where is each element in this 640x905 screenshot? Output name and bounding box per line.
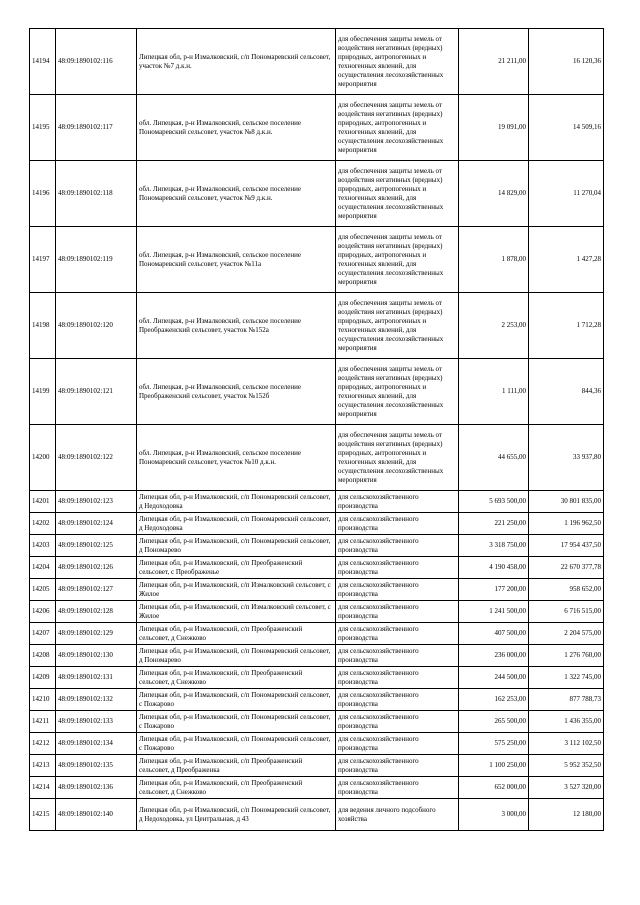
table-row [30,667,604,689]
cadastral-number: 48:09:1890102:119 [56,227,137,293]
cadastral-number: 48:09:1890102:133 [56,711,137,733]
table-row [30,29,604,95]
cadastral-number: 48:09:1890102:125 [56,535,137,557]
area-value: 177 200,00 [459,579,529,601]
cadastral-value: 1 196 962,50 [529,513,604,535]
cadastral-value: 14 509,16 [529,95,604,161]
cadastral-number: 48:09:1890102:122 [56,425,137,491]
cadastral-value: 1 322 745,00 [529,667,604,689]
cadastral-value: 1 427,28 [529,227,604,293]
cadastral-number: 48:09:1890102:128 [56,601,137,623]
permitted-use: для сельскохозяйственного производства [336,601,459,623]
address-cell: Липецкая обл, р-н Измалковский, с/п Пономаревский сельсовет, д Недоходовка [137,513,336,535]
permitted-use: для сельскохозяйственного производства [336,535,459,557]
address-cell: Липецкая обл, р-н Измалковский, с/п Пономаревский сельсовет, с Пожарово [137,711,336,733]
permitted-use: для сельскохозяйственного производства [336,689,459,711]
cadastral-value: 17 954 437,50 [529,535,604,557]
permitted-use: для сельскохозяйственного производства [336,733,459,755]
row-number: 14195 [30,95,56,161]
cadastral-value: 1 712,28 [529,293,604,359]
area-value: 162 253,00 [459,689,529,711]
row-number: 14194 [30,29,56,95]
address-cell: Липецкая обл, р-н Измалковский, с/п Пономаревский сельсовет, д Недоходовка, ул Центральная, д 43 [137,799,336,831]
area-value: 4 190 458,00 [459,557,529,579]
cadastral-value: 12 180,00 [529,799,604,831]
permitted-use: для сельскохозяйственного производства [336,579,459,601]
area-value: 2 253,00 [459,293,529,359]
cadastral-number: 48:09:1890102:134 [56,733,137,755]
cadastral-value: 2 204 575,00 [529,623,604,645]
area-value: 1 241 500,00 [459,601,529,623]
table-row [30,491,604,513]
cadastral-number: 48:09:1890102:130 [56,645,137,667]
cadastral-value: 877 788,73 [529,689,604,711]
address-cell: Липецкая обл, р-н Измалковский, с/п Пономаревский сельсовет, д Пономарево [137,645,336,667]
table-row [30,161,604,227]
address-cell: Липецкая обл, р-н Измалковский, с/п Пономаревский сельсовет, д Недоходовка [137,491,336,513]
table-row [30,689,604,711]
area-value: 652 000,00 [459,777,529,799]
area-value: 44 655,00 [459,425,529,491]
row-number: 14200 [30,425,56,491]
row-number: 14214 [30,777,56,799]
permitted-use: для сельскохозяйственного производства [336,755,459,777]
area-value: 21 211,00 [459,29,529,95]
permitted-use: для обеспечения защиты земель от воздействия негативных (вредных) природных, антропогенных и техногенных явлений, для осуществления лесохозяйственных мероприятия [336,95,459,161]
cadastral-value: 16 120,36 [529,29,604,95]
cadastral-number: 48:09:1890102:135 [56,755,137,777]
cadastral-value: 3 527 320,00 [529,777,604,799]
cadastral-number: 48:09:1890102:126 [56,557,137,579]
address-cell: обл. Липецкая, р-н Измалковский, сельское поселение Пономаревский сельсовет, участок №8 д.к.н. [137,95,336,161]
row-number: 14206 [30,601,56,623]
table-row [30,359,604,425]
area-value: 236 000,00 [459,645,529,667]
address-cell: Липецкая обл, р-н Измалковский, с/п Измалковский сельсовет, с Жилое [137,601,336,623]
permitted-use: для сельскохозяйственного производства [336,645,459,667]
area-value: 1 111,00 [459,359,529,425]
cadastral-number: 48:09:1890102:131 [56,667,137,689]
table-row [30,645,604,667]
cadastral-value: 958 652,00 [529,579,604,601]
row-number: 14197 [30,227,56,293]
area-value: 3 000,00 [459,799,529,831]
table-row [30,733,604,755]
table-row [30,601,604,623]
row-number: 14213 [30,755,56,777]
row-number: 14207 [30,623,56,645]
address-cell: Липецкая обл, р-н Измалковский, с/п Пономаревский сельсовет, д Пономарево [137,535,336,557]
cadastral-number: 48:09:1890102:123 [56,491,137,513]
table-row [30,755,604,777]
cadastral-value: 3 112 102,50 [529,733,604,755]
cadastral-value: 1 276 760,00 [529,645,604,667]
permitted-use: для сельскохозяйственного производства [336,513,459,535]
address-cell: обл. Липецкая, р-н Измалковский, сельское поселение Пономаревский сельсовет, участок №11а [137,227,336,293]
address-cell: Липецкая обл, р-н Измалковский, с/п Пономаревский сельсовет, с Пожарово [137,733,336,755]
address-cell: обл. Липецкая, р-н Измалковский, сельское поселение Преображенский сельсовет, участок №152б [137,359,336,425]
area-value: 407 500,00 [459,623,529,645]
area-value: 14 829,00 [459,161,529,227]
table-row [30,579,604,601]
permitted-use: для обеспечения защиты земель от воздействия негативных (вредных) природных, антропогенных и техногенных явлений, для осуществления лесохозяйственных мероприятия [336,227,459,293]
address-cell: обл. Липецкая, р-н Измалковский, сельское поселение Преображенский сельсовет, участок №152а [137,293,336,359]
table-row [30,513,604,535]
permitted-use: для обеспечения защиты земель от воздействия негативных (вредных) природных, антропогенных и техногенных явлений, для осуществления лесохозяйственных мероприятия [336,29,459,95]
area-value: 244 500,00 [459,667,529,689]
permitted-use: для обеспечения защиты земель от воздействия негативных (вредных) природных, антропогенных и техногенных явлений, для осуществления лесохозяйственных мероприятия [336,161,459,227]
row-number: 14199 [30,359,56,425]
area-value: 3 318 750,00 [459,535,529,557]
table-row [30,777,604,799]
area-value: 1 878,00 [459,227,529,293]
cadastral-number: 48:09:1890102:116 [56,29,137,95]
cadastral-value: 30 801 835,00 [529,491,604,513]
row-number: 14205 [30,579,56,601]
table-row [30,557,604,579]
row-number: 14202 [30,513,56,535]
row-number: 14211 [30,711,56,733]
address-cell: Липецкая обл, р-н Измалковский, с/п Преображенский сельсовет, д Снежково [137,623,336,645]
address-cell: обл. Липецкая, р-н Измалковский, сельское поселение Пономаревский сельсовет, участок №9 д.к.н. [137,161,336,227]
permitted-use: для сельскохозяйственного производства [336,711,459,733]
area-value: 19 091,00 [459,95,529,161]
cadastral-number: 48:09:1890102:140 [56,799,137,831]
address-cell: Липецкая обл, р-н Измалковский, с/п Измалковский сельсовет, с Жилое [137,579,336,601]
table-row [30,535,604,557]
permitted-use: для сельскохозяйственного производства [336,623,459,645]
table-body [30,29,604,831]
area-value: 5 693 500,00 [459,491,529,513]
area-value: 575 250,00 [459,733,529,755]
cadastral-number: 48:09:1890102:124 [56,513,137,535]
permitted-use: для сельскохозяйственного производства [336,557,459,579]
permitted-use: для сельскохозяйственного производства [336,667,459,689]
permitted-use: для обеспечения защиты земель от воздействия негативных (вредных) природных, антропогенных и техногенных явлений, для осуществления лесохозяйственных мероприятия [336,359,459,425]
row-number: 14201 [30,491,56,513]
address-cell: обл. Липецкая, р-н Измалковский, сельское поселение Пономаревский сельсовет, участок №10 д.к.н. [137,425,336,491]
table-row [30,227,604,293]
cadastral-value: 6 716 515,00 [529,601,604,623]
row-number: 14203 [30,535,56,557]
area-value: 265 500,00 [459,711,529,733]
address-cell: Липецкая обл, р-н Измалковский, с/п Преображенский сельсовет, д Преображенка [137,755,336,777]
cadastral-value: 5 952 352,50 [529,755,604,777]
row-number: 14209 [30,667,56,689]
cadastral-value: 11 270,04 [529,161,604,227]
address-cell: Липецкая обл, р-н Измалковский, с/п Преображенский сельсовет, с Преображенье [137,557,336,579]
permitted-use: для сельскохозяйственного производства [336,491,459,513]
area-value: 1 100 250,00 [459,755,529,777]
address-cell: Липецкая обл, р-н Измалковский, с/п Преображенский сельсовет, д Снежково [137,777,336,799]
table-row [30,293,604,359]
cadastral-value: 1 436 355,00 [529,711,604,733]
cadastral-number: 48:09:1890102:129 [56,623,137,645]
address-cell: Липецкая обл, р-н Измалковский, с/п Пономаревский сельсовет, с Пожарово [137,689,336,711]
row-number: 14212 [30,733,56,755]
permitted-use: для обеспечения защиты земель от воздействия негативных (вредных) природных, антропогенных и техногенных явлений, для осуществления лесохозяйственных мероприятия [336,425,459,491]
permitted-use: для обеспечения защиты земель от воздействия негативных (вредных) природных, антропогенных и техногенных явлений, для осуществления лесохозяйственных мероприятия [336,293,459,359]
row-number: 14198 [30,293,56,359]
table-row [30,95,604,161]
cadastral-value: 22 670 377,78 [529,557,604,579]
row-number: 14208 [30,645,56,667]
cadastral-value: 844,36 [529,359,604,425]
table-row [30,623,604,645]
cadastral-number: 48:09:1890102:127 [56,579,137,601]
table-row [30,425,604,491]
address-cell: Липецкая обл, р-н Измалковский, с/п Пономаревский сельсовет, участок №7 д.к.н. [137,29,336,95]
cadastral-value: 33 937,80 [529,425,604,491]
table-row [30,711,604,733]
row-number: 14215 [30,799,56,831]
row-number: 14204 [30,557,56,579]
row-number: 14196 [30,161,56,227]
address-cell: Липецкая обл, р-н Измалковский, с/п Преображенский сельсовет, д Снежково [137,667,336,689]
cadastral-number: 48:09:1890102:121 [56,359,137,425]
land-registry-table [29,28,604,831]
cadastral-number: 48:09:1890102:120 [56,293,137,359]
row-number: 14210 [30,689,56,711]
cadastral-number: 48:09:1890102:117 [56,95,137,161]
cadastral-number: 48:09:1890102:118 [56,161,137,227]
cadastral-number: 48:09:1890102:136 [56,777,137,799]
table-row [30,799,604,831]
permitted-use: для ведения личного подсобного хозяйства [336,799,459,831]
cadastral-number: 48:09:1890102:132 [56,689,137,711]
area-value: 221 250,00 [459,513,529,535]
permitted-use: для сельскохозяйственного производства [336,777,459,799]
